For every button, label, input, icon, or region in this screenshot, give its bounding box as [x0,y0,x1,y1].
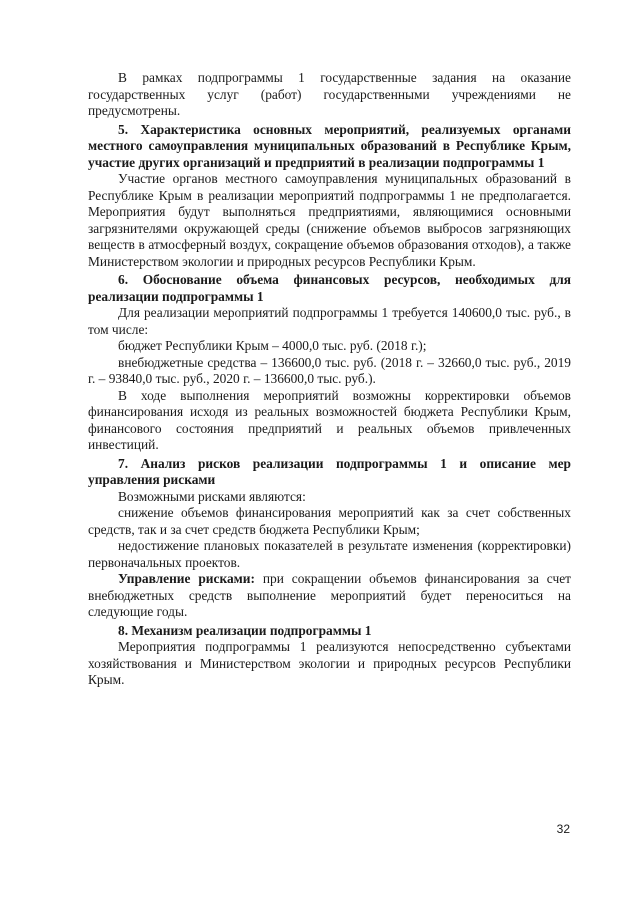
section-7-item-2: недостижение плановых показателей в результате изменения (корректировки) первоначальных проектов. [88,538,571,570]
section-5-title: 5. Характеристика основных мероприятий, реализуемых органами местного самоуправления муниципальных образований в Республике Крым, участие других организаций и предприятий в реализации подпрограммы 1 [88,121,571,170]
section-8-title: 8. Механизм реализации подпрограммы 1 [118,622,372,638]
section-6-text-1: Для реализации мероприятий подпрограммы 1 требуется 140600,0 тыс. руб., в том числе: [88,305,571,337]
section-7-text-1: Возможными рисками являются: [118,488,306,504]
section-6-item-1: бюджет Республики Крым – 4000,0 тыс. руб. (2018 г.); [118,338,427,353]
section-7-item-1: снижение объемов финансирования мероприятий как за счет собственных средств, так и за счет средств бюджета Республики Крым; [88,505,571,537]
section-6-text-2: В ходе выполнения мероприятий возможны корректировки объемов финансирования исходя из реальных возможностей бюджета Республики Крым, финансового состояния предприятий и реальных объемов привлеченных инвестиций. [88,387,571,452]
section-6-item-2: внебюджетные средства – 136600,0 тыс. руб. (2018 г. – 32660,0 тыс. руб., 2019 г. – 93840,0 тыс. руб., 2020 г. – 136600,0 тыс. руб.). [88,354,571,386]
section-6-title: 6. Обоснование объема финансовых ресурсов, необходимых для реализации подпрограммы 1 [88,272,571,304]
intro-paragraph: В рамках подпрограммы 1 государственные задания на оказание государственных услуг (работ) государственными учреждениями не предусмотрены. [88,70,571,118]
section-7-risk-paragraph [88,571,571,621]
section-5-text: Участие органов местного самоуправления муниципальных образований в Республике Крым в реализации мероприятий подпрограммы 1 не предполагается. Мероприятия будут выполняться предприятиями, являющимися основными загрязнителями окружающей среды (снижение объемов выбросов загрязняющих веществ в атмосферный воздух, сокращение объемов образования отходов), а также Министерством экологии и природных ресурсов Республики Крым. [88,171,571,269]
section-8-text: Мероприятия подпрограммы 1 реализуются непосредственно субъектами хозяйствования и Министерством экологии и природных ресурсов Республики Крым. [88,639,571,687]
risk-management-lead: Управление рисками: [118,571,255,586]
page-number: 32 [556,822,570,836]
section-7-title: 7. Анализ рисков реализации подпрограммы 1 и описание мер управления рисками [88,455,571,487]
risk-management-text: при сокращении объемов финансирования за счет внебюджетных средств выполнение мероприятий будет переноситься на следующие годы. [88,571,571,619]
